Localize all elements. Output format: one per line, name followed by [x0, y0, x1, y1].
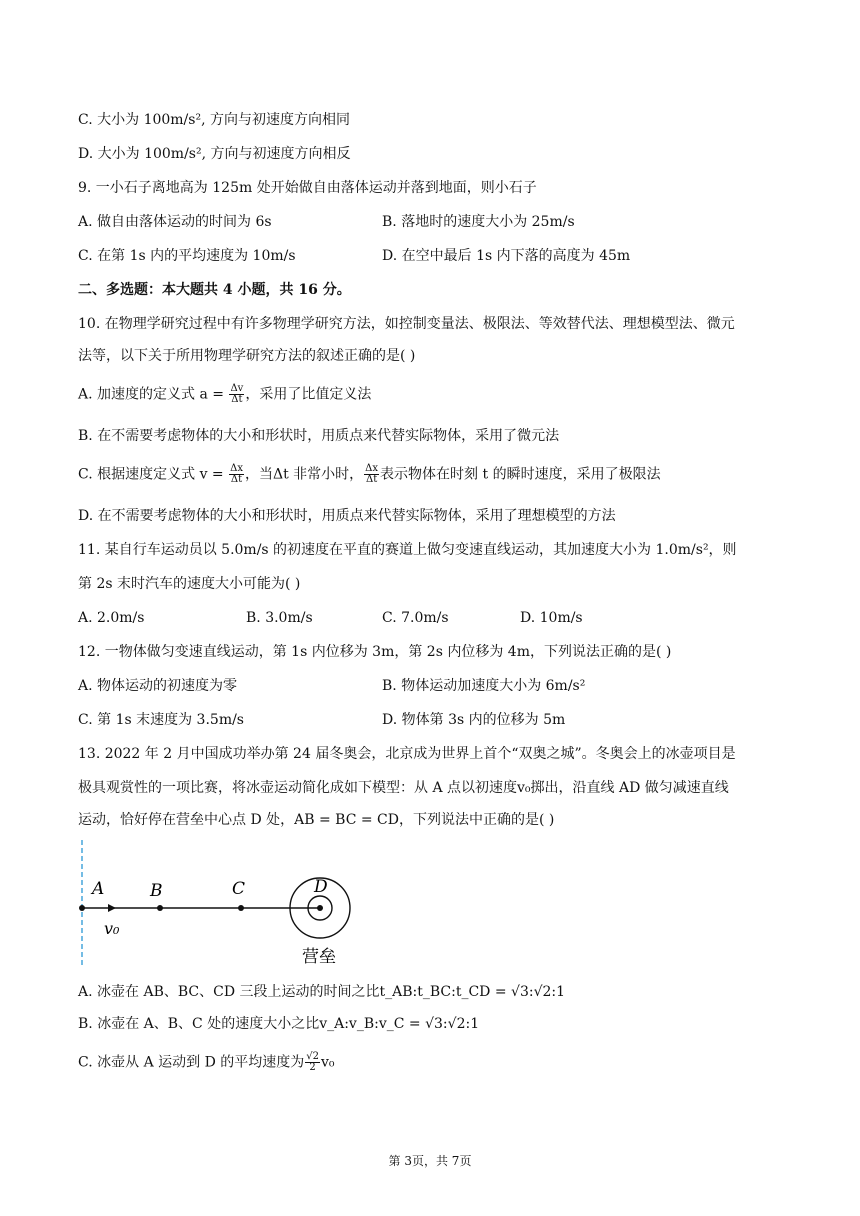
point-a-dot: [79, 905, 85, 911]
q9-option-d: D. 在空中最后 1s 内下落的高度为 45m: [382, 248, 631, 264]
label-camp: 营垒: [302, 947, 336, 967]
q13-option-c: [78, 1052, 335, 1073]
fraction-numerator: Δv: [230, 383, 244, 394]
q10-option-b: B. 在不需要考虑物体的大小和形状时，用质点来代替实际物体，采用了微元法: [78, 428, 560, 444]
q12-option-d: D. 物体第 3s 内的位移为 5m: [382, 712, 566, 728]
q13-stem-line2: 极具观赏性的一项比赛，将冰壶运动简化成如下模型：从 A 点以初速度v₀掷出，沿直线 AD 做匀减速直线: [78, 780, 729, 796]
q11-option-a: A. 2.0m/s: [78, 610, 145, 626]
fraction-dx-dt-2: [364, 464, 379, 485]
fraction-numerator: √2: [306, 1051, 319, 1062]
q10c-prefix: C. 根据速度定义式 v =: [78, 466, 229, 483]
fraction-denominator: Δt: [231, 394, 243, 405]
q10-option-c: [78, 464, 661, 485]
q12-option-c: C. 第 1s 末速度为 3.5m/s: [78, 712, 244, 728]
q11-option-d: D. 10m/s: [520, 610, 583, 626]
q13-option-b: B. 冰壶在 A、B、C 处的速度大小之比v_A:v_B:v_C = √3:√2:1: [78, 1016, 480, 1032]
q13-stem-line3: 运动，恰好停在营垒中心点 D 处，AB = BC = CD，下列说法中正确的是( ): [78, 812, 555, 828]
q10-stem-line2: 法等，以下关于所用物理学研究方法的叙述正确的是( ): [78, 348, 416, 364]
q13-stem-line1: 13. 2022 年 2 月中国成功举办第 24 届冬奥会，北京成为世界上首个“双奥之城”。冬奥会上的冰壶项目是: [78, 746, 736, 762]
label-b: B: [150, 881, 163, 901]
fraction-dx-dt: [229, 464, 244, 485]
q8-option-d: D. 大小为 100m/s², 方向与初速度方向相反: [78, 146, 351, 162]
fraction-denominator: Δt: [230, 474, 243, 485]
q12-option-b: B. 物体运动加速度大小为 6m/s²: [382, 678, 586, 694]
point-d-dot: [317, 905, 323, 911]
label-v0: v₀: [104, 919, 120, 938]
fraction-denominator: Δt: [365, 474, 378, 485]
page-footer: 第 3页，共 7页: [388, 1154, 472, 1168]
fraction-numerator: Δx: [230, 463, 243, 474]
section-heading-multiple-choice: 二、多选题：本大题共 4 小题，共 16 分。: [78, 282, 351, 298]
q13c-suffix: v₀: [320, 1054, 335, 1071]
q10-option-d: D. 在不需要考虑物体的大小和形状时，用质点来代替实际物体，采用了理想模型的方法: [78, 508, 616, 524]
q9-option-b: B. 落地时的速度大小为 25m/s: [382, 214, 575, 230]
point-c-dot: [238, 905, 244, 911]
q13c-prefix: C. 冰壶从 A 运动到 D 的平均速度为: [78, 1054, 305, 1071]
fraction-numerator: Δx: [365, 463, 379, 474]
q9-option-c: C. 在第 1s 内的平均速度为 10m/s: [78, 248, 296, 264]
label-c: C: [232, 879, 246, 899]
q8-option-c: C. 大小为 100m/s², 方向与初速度方向相同: [78, 112, 350, 128]
q9-option-a: A. 做自由落体运动的时间为 6s: [78, 214, 272, 230]
q10-stem-line1: 10. 在物理学研究过程中有许多物理学研究方法，如控制变量法、极限法、等效替代法、理想模型法、微元: [78, 316, 735, 332]
fraction-sqrt2-over-2: [305, 1052, 320, 1073]
q10c-suffix: 表示物体在时刻 t 的瞬时速度，采用了极限法: [380, 466, 661, 483]
q13-option-a: A. 冰壶在 AB、BC、CD 三段上运动的时间之比t_AB:t_BC:t_CD = √3:√2:1: [78, 984, 566, 1000]
curling-diagram: [70, 838, 370, 970]
q10a-suffix: ，采用了比值定义法: [245, 386, 372, 403]
q10c-middle: ，当Δt 非常小时，: [244, 466, 364, 483]
fraction-dv-dt: [229, 384, 244, 405]
q9-stem: 9. 一小石子离地高为 125m 处开始做自由落体运动并落到地面，则小石子: [78, 180, 537, 196]
q12-option-a: A. 物体运动的初速度为零: [78, 678, 238, 694]
q11-stem-line2: 第 2s 末时汽车的速度大小可能为( ): [78, 576, 301, 592]
point-b-dot: [157, 905, 163, 911]
q11-option-b: B. 3.0m/s: [246, 610, 313, 626]
velocity-arrow-icon: [108, 904, 116, 912]
label-d: D: [314, 877, 328, 897]
q10a-prefix: A. 加速度的定义式 a =: [78, 386, 229, 403]
q11-option-c: C. 7.0m/s: [382, 610, 449, 626]
label-a: A: [92, 879, 105, 899]
q12-stem: 12. 一物体做匀变速直线运动，第 1s 内位移为 3m，第 2s 内位移为 4m，下列说法正确的是( ): [78, 644, 672, 660]
q10-option-a: [78, 384, 371, 405]
q11-stem-line1: 11. 某自行车运动员以 5.0m/s 的初速度在平直的赛道上做匀变速直线运动，其加速度大小为 1.0m/s²，则: [78, 542, 737, 558]
fraction-denominator: 2: [309, 1062, 316, 1073]
